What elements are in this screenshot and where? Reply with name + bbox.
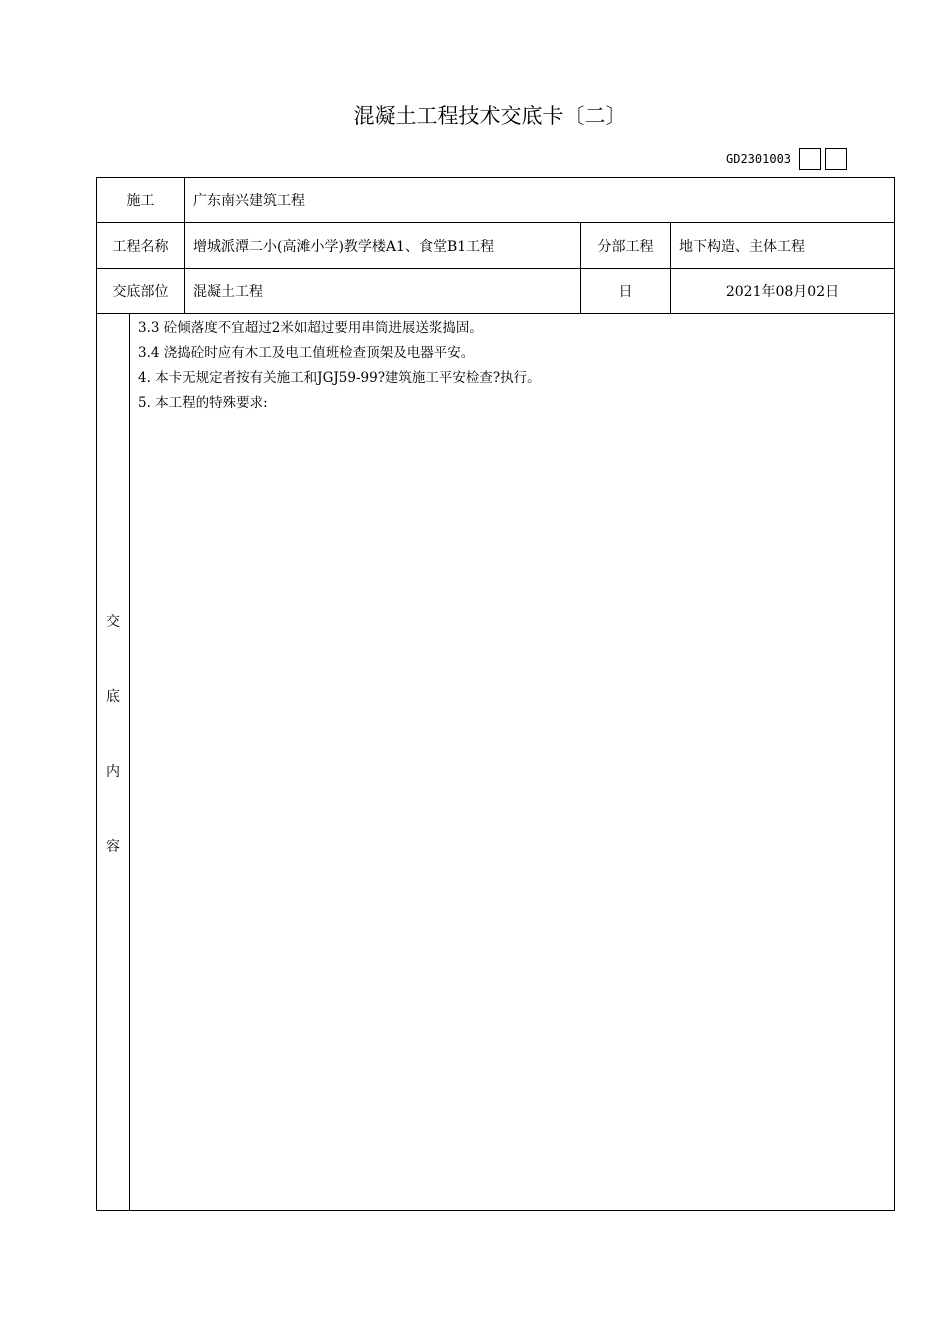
row-construction	[97, 178, 895, 223]
row-content	[97, 314, 895, 1211]
side-label-disclosure-content	[97, 314, 130, 1211]
value-project-name: 增城派潭二小(高滩小学)教学楼A1、食堂B1工程	[185, 223, 581, 269]
value-date: 2021年08月02日	[671, 269, 895, 314]
content-line: 3.4 浇捣砼时应有木工及电工值班检查顶架及电器平安。	[138, 345, 475, 361]
disclosure-content	[130, 314, 895, 1211]
checkbox-1[interactable]	[799, 148, 821, 170]
label-sub-project: 分部工程	[581, 223, 671, 269]
row-disclosure-part	[97, 269, 895, 314]
content-line: 3.3 砼倾落度不宜超过2米如超过要用串筒进展送浆捣固。	[138, 320, 483, 336]
side-char: 容	[106, 839, 120, 855]
label-construction: 施工	[97, 178, 185, 223]
row-project-name	[97, 223, 895, 269]
value-sub-project: 地下构造、主体工程	[671, 223, 895, 269]
label-date: 日	[581, 269, 671, 314]
page-title: 混凝土工程技术交底卡〔二〕	[353, 104, 627, 128]
content-line: 5. 本工程的特殊要求:	[138, 395, 268, 411]
checkbox-2[interactable]	[825, 148, 847, 170]
label-project-name: 工程名称	[97, 223, 185, 269]
document-number: GD2301003	[726, 152, 792, 166]
side-char: 交	[106, 614, 120, 630]
side-char: 内	[106, 764, 120, 780]
value-disclosure-part: 混凝土工程	[185, 269, 581, 314]
side-char: 底	[106, 689, 120, 705]
disclosure-form-table	[96, 177, 895, 1211]
value-construction: 广东南兴建筑工程	[185, 178, 895, 223]
content-line: 4. 本卡无规定者按有关施工和JGJ59-99?建筑施工平安检查?执行。	[138, 370, 541, 386]
label-disclosure-part: 交底部位	[97, 269, 185, 314]
